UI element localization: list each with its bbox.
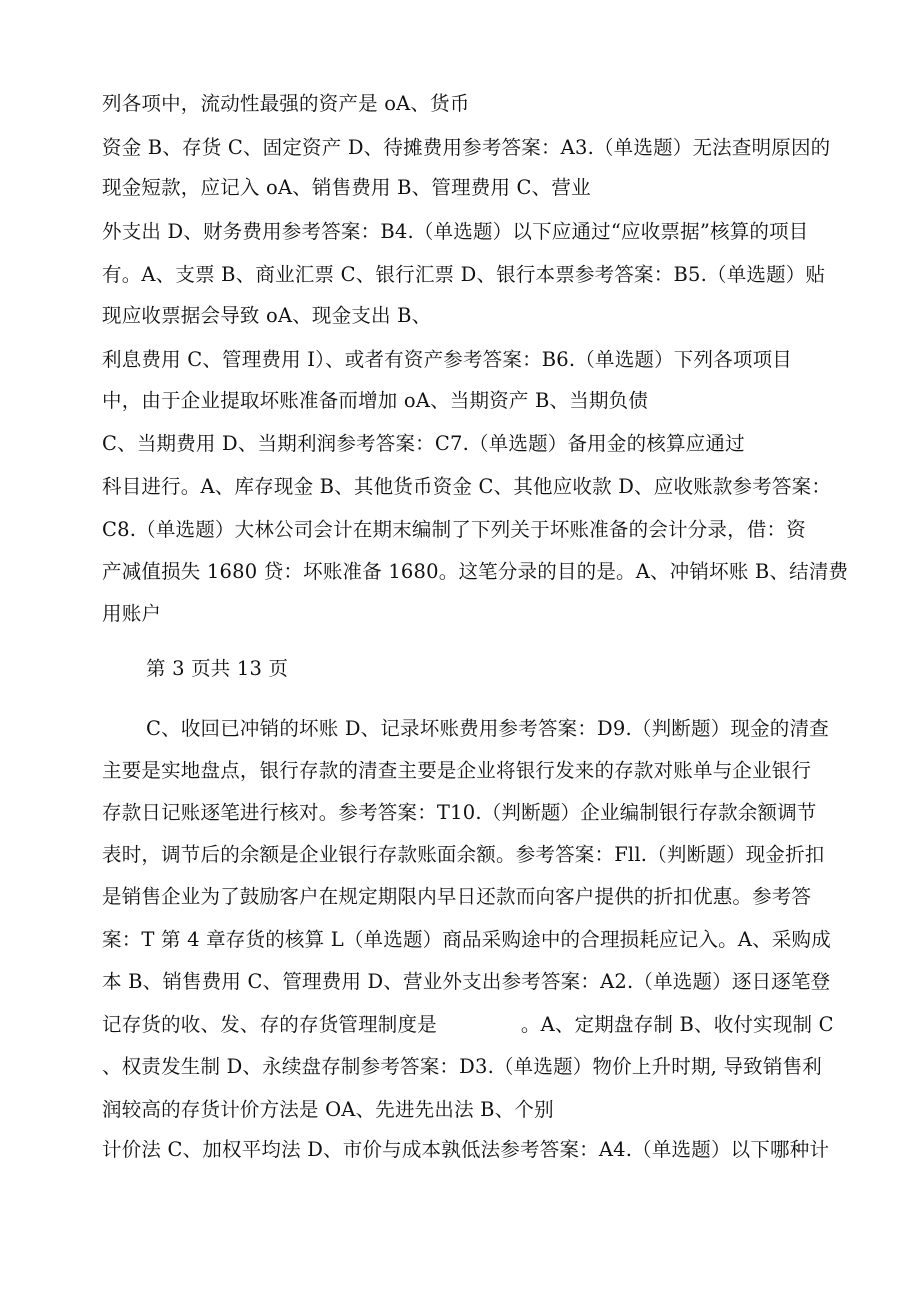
text-line: 主要是实地盘点，银行存款的清查主要是企业将银行发来的存款对账单与企业银行 [102, 759, 812, 782]
text-line: 是销售企业为了鼓励客户在规定期限内早日还款而向客户提供的折扣优惠。参考答 [102, 885, 812, 908]
text-line: 案：T 第 4 章存货的核算 L（单选题）商品采购途中的合理损耗应记入。A、采购成 [102, 928, 831, 951]
text-line: 科目进行。A、库存现金 B、其他货币资金 C、其他应收款 D、应收账款参考答案： [102, 475, 832, 498]
text-line: 存款日记账逐笔进行核对。参考答案：T10.（判断题）企业编制银行存款余额调节 [102, 801, 817, 824]
text-line: C、当期费用 D、当期利润参考答案：C7.（单选题）备用金的核算应通过 [102, 432, 745, 455]
text-line: 中，由于企业提取坏账准备而增加 oA、当期资产 B、当期负债 [102, 389, 649, 412]
text-line: 表时，调节后的余额是企业银行存款账面余额。参考答案：Fll.（判断题）现金折扣 [102, 843, 825, 866]
text-line: C、收回已冲销的坏账 D、记录坏账费用参考答案：D9.（判断题）现金的清查 [146, 717, 829, 740]
text-line: 利息费用 C、管理费用 I）、或者有资产参考答案：B6.（单选题）下列各项项目 [102, 348, 793, 371]
text-line: 现应收票据会导致 oA、现金支出 B、 [102, 304, 432, 327]
text-line: C8.（单选题）大林公司会计在期末编制了下列关于坏账准备的会计分录，借：资 [102, 518, 806, 541]
text-line-with-blank [102, 1012, 834, 1038]
text-line: 润较高的存货计价方法是 OA、先进先出法 B、个别 [102, 1098, 554, 1121]
text-line: 有。A、支票 B、商业汇票 C、银行汇票 D、银行本票参考答案：B5.（单选题）贴 [102, 263, 826, 286]
text-line: 现金短款，应记入 oA、销售费用 B、管理费用 C、营业 [102, 176, 591, 199]
text-before-blank: 记存货的收、发、存的存货管理制度是 [102, 1013, 437, 1036]
text-line: 、权责发生制 D、永续盘存制参考答案：D3.（单选题）物价上升时期, 导致销售利 [102, 1055, 822, 1078]
page-footer: 第 3 页共 13 页 [146, 657, 289, 680]
text-after-blank: 。A、定期盘存制 B、收付实现制 C [520, 1013, 834, 1036]
text-line: 外支出 D、财务费用参考答案：B4.（单选题）以下应通过“应收票据”核算的项目 [102, 220, 809, 243]
text-line: 产减值损失 1680 贷：坏账准备 1680。这笔分录的目的是。A、冲销坏账 B、结清费 [102, 560, 849, 583]
text-line: 计价法 C、加权平均法 D、市价与成本孰低法参考答案：A4.（单选题）以下哪种计 [102, 1138, 830, 1161]
text-line: 本 B、销售费用 C、管理费用 D、营业外支出参考答案：A2.（单选题）逐日逐笔登 [102, 970, 831, 993]
text-line: 资金 B、存货 C、固定资产 D、待摊费用参考答案：A3.（单选题）无法查明原因的 [102, 136, 831, 159]
text-line: 列各项中，流动性最强的资产是 oA、货币 [102, 92, 470, 115]
text-line: 用账户 [102, 602, 162, 625]
